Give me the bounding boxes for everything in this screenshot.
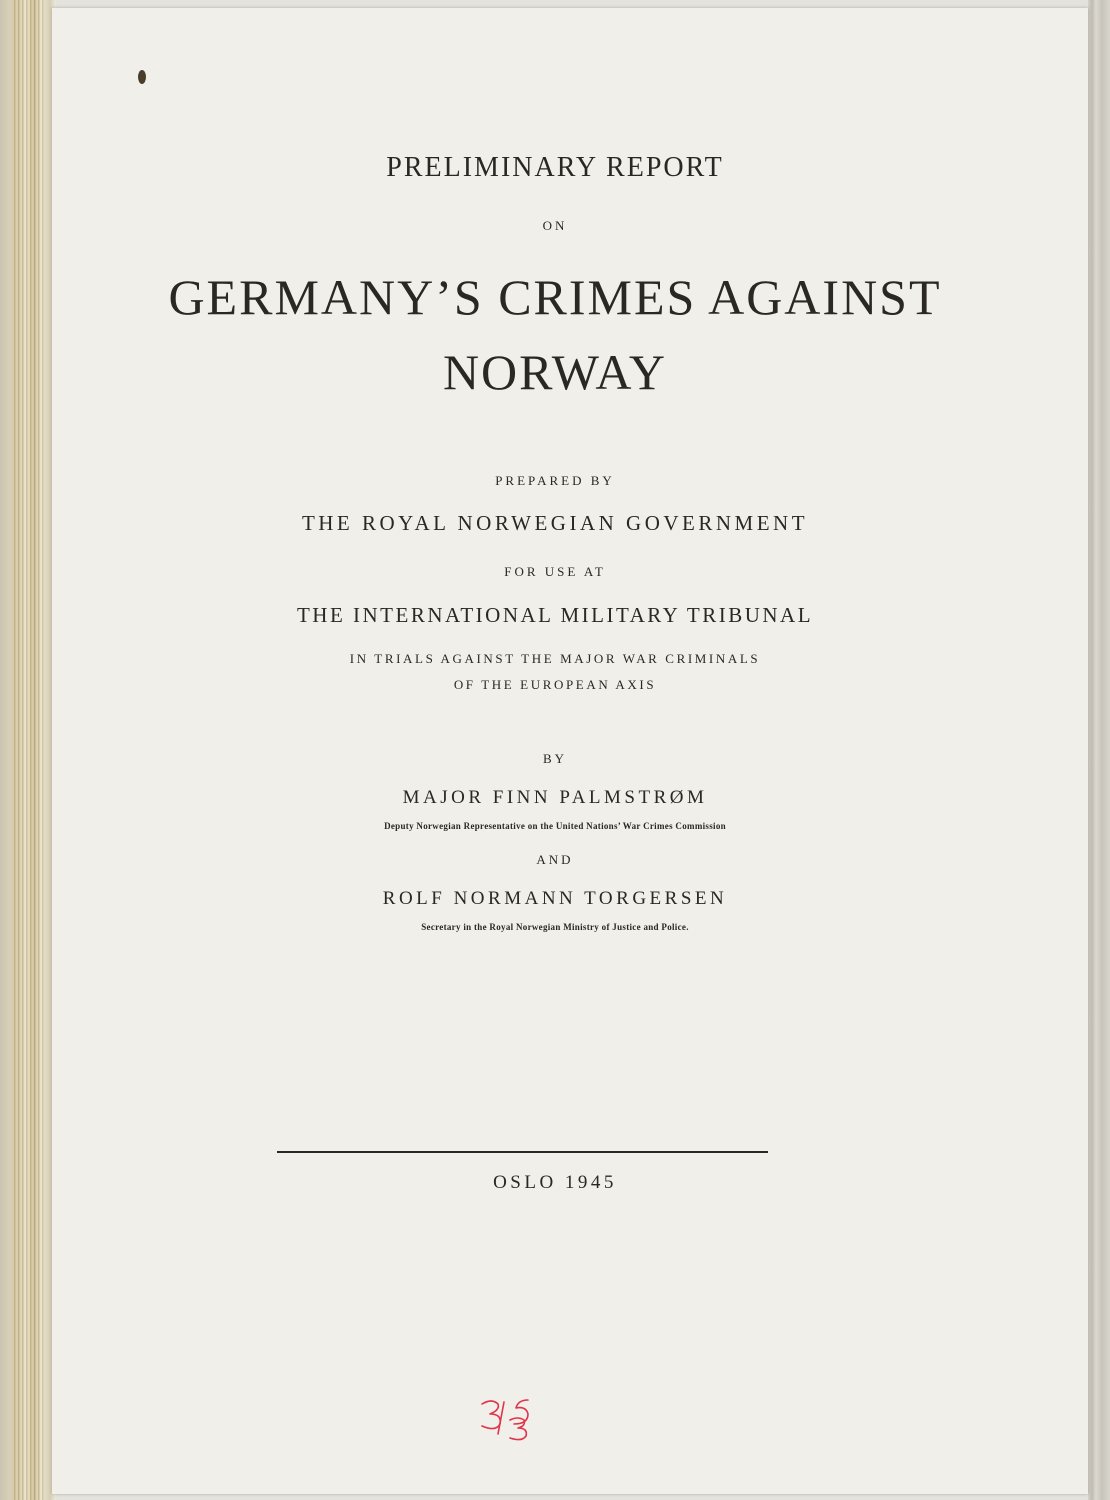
imprint-place-year: OSLO 1945: [493, 1172, 617, 1193]
author-1-name: MAJOR FINN PALMSTRØM: [402, 787, 708, 808]
author-1-role: Deputy Norwegian Representative on the United Nations’ War Crimes Commission: [384, 821, 726, 831]
main-title-line-1: GERMANY’S CRIMES AGAINST: [168, 269, 942, 325]
and-label: AND: [536, 852, 574, 867]
horizontal-rule: [277, 1151, 768, 1153]
main-title-line-2: NORWAY: [442, 344, 668, 400]
trials-line-1: IN TRIALS AGAINST THE MAJOR WAR CRIMINALS: [349, 651, 761, 666]
government-name: THE ROYAL NORWEGIAN GOVERNMENT: [301, 511, 809, 535]
by-label: BY: [542, 751, 568, 766]
prepared-by-label: PREPARED BY: [495, 473, 615, 488]
report-type-heading: PRELIMINARY REPORT: [386, 152, 724, 183]
trials-line-2: OF THE EUROPEAN AXIS: [453, 677, 657, 692]
author-2-role: Secretary in the Royal Norwegian Ministry of Justice and Police.: [421, 922, 689, 932]
tribunal-name: THE INTERNATIONAL MILITARY TRIBUNAL: [296, 603, 814, 627]
author-2-name: ROLF NORMANN TORGERSEN: [382, 888, 728, 909]
connector-on: ON: [542, 218, 568, 233]
handwritten-page-mark: [470, 1394, 550, 1442]
paper-blemish: [138, 70, 146, 84]
for-use-at-label: FOR USE AT: [504, 564, 606, 579]
